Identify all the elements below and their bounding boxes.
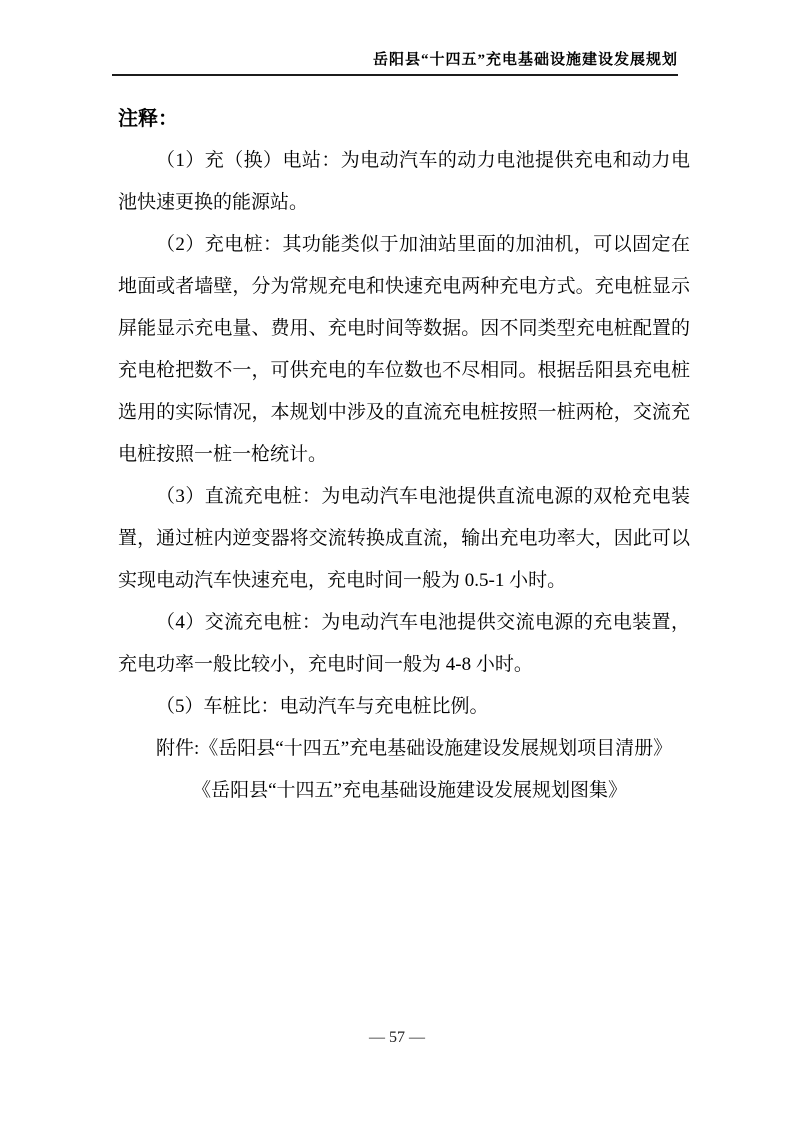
paragraph-ac-charging-pile-definition: （4）交流充电桩：为电动汽车电池提供交流电源的充电装置，充电功率一般比较小，充电时间一般为 4-8 小时。 (118, 612, 690, 675)
attachment-line-project-list: 附件:《岳阳县“十四五”充电基础设施建设发展规划项目清册》 (156, 738, 673, 759)
paragraph-vehicle-pile-ratio-definition: （5）车桩比：电动汽车与充电桩比例。 (156, 696, 489, 717)
page-footer (0, 1028, 794, 1048)
paragraph-dc-charging-pile-definition: （3）直流充电桩：为电动汽车电池提供直流电源的双枪充电装置，通过桩内逆变器将交流转换成直流，输出充电功率大，因此可以实现电动汽车快速充电，充电时间一般为 0.5-1 小时。 (118, 486, 690, 591)
page-header (112, 50, 678, 76)
document-body (118, 98, 690, 812)
attachment-line-atlas: 《岳阳县“十四五”充电基础设施建设发展规划图集》 (192, 780, 627, 801)
paragraph-charging-pile-definition: （2）充电桩：其功能类似于加油站里面的加油机，可以固定在地面或者墙壁，分为常规充电和快速充电两种充电方式。充电桩显示屏能显示充电量、费用、充电时间等数据。因不同类型充电桩配置的充电枪把数不一，可供充电的车位数也不尽相同。根据岳阳县充电桩选用的实际情况，本规划中涉及的直流充电桩按照一桩两枪，交流充电桩按照一桩一枪统计。 (118, 234, 690, 465)
section-title: 注释： (118, 108, 178, 130)
paragraph-charging-station-definition: （1）充（换）电站：为电动汽车的动力电池提供充电和动力电池快速更换的能源站。 (118, 150, 690, 213)
page-number: — 57 — (369, 1029, 425, 1046)
running-head-title: 岳阳县“十四五”充电基础设施建设发展规划 (372, 52, 678, 68)
